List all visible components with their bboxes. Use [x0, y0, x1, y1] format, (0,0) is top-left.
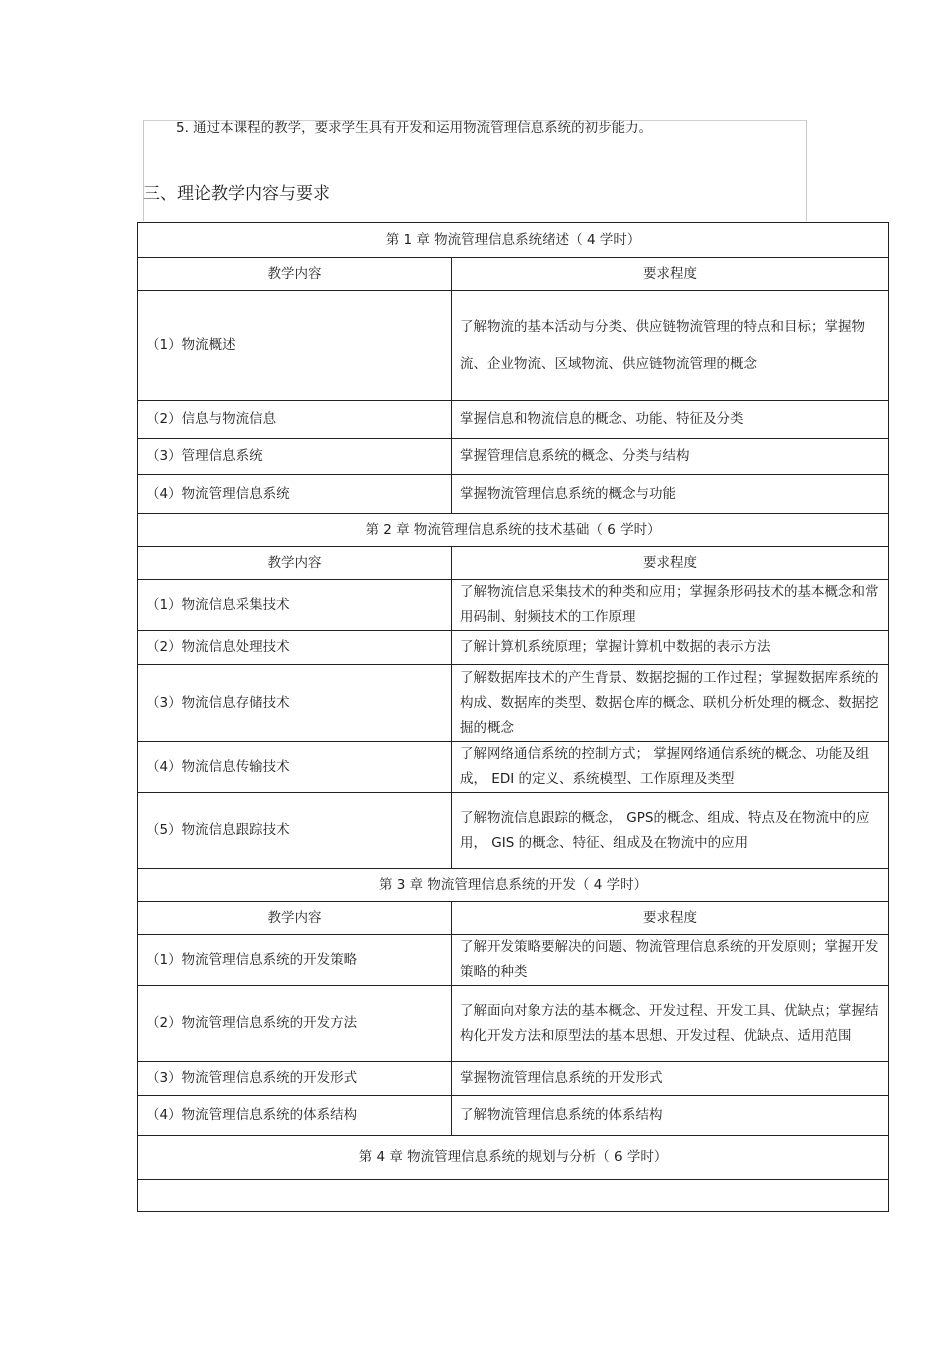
col-header-content: 教学内容 [138, 258, 452, 291]
content-cell: （3）物流管理信息系统的开发形式 [138, 1062, 452, 1096]
table-row [138, 291, 889, 401]
table-row [138, 935, 889, 986]
requirement-cell: 掌握管理信息系统的概念、分类与结构 [452, 439, 889, 475]
table-row [138, 401, 889, 439]
content-cell: （2）物流管理信息系统的开发方法 [138, 986, 452, 1062]
requirement-cell: 了解开发策略要解决的问题、物流管理信息系统的开发原则；掌握开发策略的种类 [452, 935, 889, 986]
requirement-cell: 了解物流信息采集技术的种类和应用；掌握条形码技术的基本概念和常用码制、射频技术的工作原理 [452, 580, 889, 631]
chapter-title: 第 4 章 物流管理信息系统的规划与分析（ 6 学时） [138, 1136, 889, 1180]
table-row [138, 742, 889, 793]
content-cell: （2）物流信息处理技术 [138, 631, 452, 665]
header-row [138, 547, 889, 580]
chapter-title: 第 3 章 物流管理信息系统的开发（ 4 学时） [138, 869, 889, 902]
requirement-cell: 了解物流管理信息系统的体系结构 [452, 1096, 889, 1136]
requirement-cell: 了解数据库技术的产生背景、数据挖掘的工作过程；掌握数据库系统的构成、数据库的类型、数据仓库的概念、联机分析处理的概念、数据挖掘的概念 [452, 665, 889, 742]
table-row [138, 986, 889, 1062]
requirement-cell: 了解计算机系统原理；掌握计算机中数据的表示方法 [452, 631, 889, 665]
chapter-title: 第 1 章 物流管理信息系统绪述（ 4 学时） [138, 223, 889, 258]
content-cell: （4）物流管理信息系统 [138, 475, 452, 514]
table-row [138, 439, 889, 475]
content-cell: （4）物流信息传输技术 [138, 742, 452, 793]
col-header-content: 教学内容 [138, 547, 452, 580]
chapter-row [138, 869, 889, 902]
header-row [138, 258, 889, 291]
intro-item-5: 5. 通过本课程的教学，要求学生具有开发和运用物流管理信息系统的初步能力。 [176, 120, 653, 136]
syllabus-table [137, 222, 889, 1212]
requirement-cell: 了解网络通信系统的控制方式； 掌握网络通信系统的概念、功能及组成， EDI 的定义、系统模型、工作原理及类型 [452, 742, 889, 793]
table-row [138, 665, 889, 742]
chapter-row [138, 1136, 889, 1180]
content-cell: （1）物流管理信息系统的开发策略 [138, 935, 452, 986]
content-cell: （4）物流管理信息系统的体系结构 [138, 1096, 452, 1136]
table-row [138, 793, 889, 869]
table-row [138, 631, 889, 665]
col-header-requirement: 要求程度 [452, 902, 889, 935]
requirement-cell: 掌握物流管理信息系统的概念与功能 [452, 475, 889, 514]
col-header-content: 教学内容 [138, 902, 452, 935]
col-header-requirement: 要求程度 [452, 547, 889, 580]
table-row [138, 1062, 889, 1096]
empty-row [138, 1180, 889, 1212]
empty-cell [138, 1180, 889, 1212]
col-header-requirement: 要求程度 [452, 258, 889, 291]
table-row [138, 475, 889, 514]
requirement-cell: 了解物流信息跟踪的概念， GPS的概念、组成、特点及在物流中的应用， GIS 的概念、特征、组成及在物流中的应用 [452, 793, 889, 869]
content-cell: （2）信息与物流信息 [138, 401, 452, 439]
section-heading: 三、理论教学内容与要求 [143, 184, 330, 204]
chapter-row [138, 514, 889, 547]
requirement-cell: 掌握信息和物流信息的概念、功能、特征及分类 [452, 401, 889, 439]
chapter-row [138, 223, 889, 258]
table-row [138, 1096, 889, 1136]
content-cell: （1）物流信息采集技术 [138, 580, 452, 631]
requirement-cell: 了解面向对象方法的基本概念、开发过程、开发工具、优缺点；掌握结构化开发方法和原型法的基本思想、开发过程、优缺点、适用范围 [452, 986, 889, 1062]
chapter-title: 第 2 章 物流管理信息系统的技术基础（ 6 学时） [138, 514, 889, 547]
table-row [138, 580, 889, 631]
requirement-cell: 掌握物流管理信息系统的开发形式 [452, 1062, 889, 1096]
content-cell: （5）物流信息跟踪技术 [138, 793, 452, 869]
content-cell: （3）物流信息存储技术 [138, 665, 452, 742]
content-cell: （1）物流概述 [138, 291, 452, 401]
requirement-cell: 了解物流的基本活动与分类、供应链物流管理的特点和目标；掌握物流、企业物流、区域物流、供应链物流管理的概念 [452, 291, 889, 401]
content-cell: （3）管理信息系统 [138, 439, 452, 475]
header-row [138, 902, 889, 935]
